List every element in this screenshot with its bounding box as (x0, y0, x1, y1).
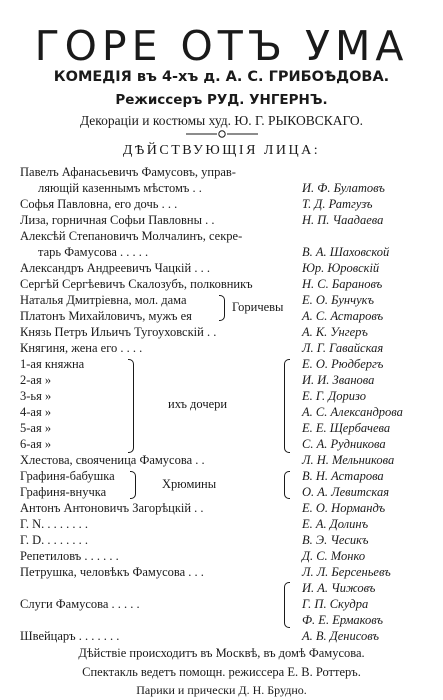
cast-role: Александръ Андреевичъ Чацкiй . . . (20, 261, 210, 275)
cast-actor: В. Н. Астарова (302, 469, 384, 483)
cast-row (20, 276, 430, 292)
khryuminy-brace-right (284, 471, 290, 499)
cast-role: тарь Фамусова . . . . . (38, 245, 149, 259)
cast-actor: Н. С. Барановъ (302, 277, 383, 291)
cast-row (20, 196, 430, 212)
cast-role: Слуги Фамусова . . . . . (20, 597, 140, 611)
cast-actor: В. Э. Чесикъ (302, 533, 369, 547)
cast-role: Сергѣй Сергѣевичъ Скалозубъ, полковникъ (20, 277, 253, 291)
cast-row (20, 532, 430, 548)
ornament-divider (186, 129, 258, 139)
director-line: Режиссеръ РУД. УНГЕРНЪ. (115, 92, 328, 108)
cast-role: 4-ая » (20, 405, 52, 419)
cast-actor: А. С. Астаровъ (302, 309, 384, 323)
cast-row (20, 212, 430, 228)
cast-actor: Юр. Юровскiй (302, 261, 380, 275)
cast-role: 3-ья » (20, 389, 52, 403)
cast-row (20, 580, 430, 596)
cast-actor: И. И. Званова (302, 373, 375, 387)
cast-heading: ДѢЙСТВУЮЩIЯ ЛИЦА: (122, 143, 321, 158)
cast-actor: А. В. Денисовъ (302, 629, 379, 643)
cast-row (20, 516, 430, 532)
cast-actor: Л. Н. Мельникова (302, 453, 395, 467)
servants-brace (284, 582, 290, 628)
cast-row (20, 228, 430, 244)
cast-row (20, 180, 430, 196)
cast-role: 2-ая » (20, 373, 52, 387)
cast-actor: А. С. Александрова (302, 405, 403, 419)
cast-role: Княгиня, жена его . . . . (20, 341, 143, 355)
cast-actor: Л. Л. Берсеньевъ (302, 565, 391, 579)
cast-row (20, 164, 430, 180)
cast-role: Репетиловъ . . . . . . (20, 549, 119, 563)
cast-actor: И. А. Чижовъ (302, 581, 376, 595)
cast-actor: А. К. Унгеръ (302, 325, 368, 339)
cast-row (20, 500, 430, 516)
cast-role: 5-ая » (20, 421, 52, 435)
cast-role: Г. N. . . . . . . . (20, 517, 88, 531)
cast-role: Г. D. . . . . . . . (20, 533, 88, 547)
cast-actor: Е. Е. Щербачева (302, 421, 391, 435)
cast-row (20, 468, 430, 484)
cast-actor: Е. О. Бунчукъ (302, 293, 374, 307)
cast-actor: Л. Г. Гавайская (302, 341, 384, 355)
stage-manager-note: Спектакль ведетъ помощн. режиссера Е. В. Роттеръ. (82, 665, 361, 679)
cast-role: 1-ая княжна (20, 357, 85, 371)
cast-row (20, 324, 430, 340)
group-label-khryuminy: Хрюмины (162, 477, 217, 491)
cast-role: Софья Павловна, его дочь . . . (20, 197, 178, 211)
cast-role: Лиза, горничная Софьи Павловны . . (20, 213, 215, 227)
cast-row (20, 308, 430, 324)
cast-row (20, 596, 430, 612)
cast-row (20, 244, 430, 260)
cast-actor: Н. П. Чаадаева (302, 213, 384, 227)
group-label-daughters: ихъ дочери (168, 397, 228, 411)
group-label-gorichevy: Горичевы (232, 300, 284, 314)
cast-actor: Ф. Е. Ермаковъ (302, 613, 384, 627)
cast-row (20, 484, 430, 500)
cast-actor: И. Ф. Булатовъ (302, 181, 385, 195)
gorichevy-brace (219, 295, 225, 321)
cast-row (20, 628, 430, 644)
cast-actor: Е. О. Рюдбергъ (302, 357, 384, 371)
cast-row (20, 372, 430, 388)
cast-actor: Е. А. Долинъ (302, 517, 369, 531)
cast-actor: В. А. Шаховской (302, 245, 390, 259)
cast-role: Хлестова, свояченица Фамусова . . (20, 453, 205, 467)
play-title: ГОРЕ ОТЪ УМА (34, 22, 409, 70)
daughters-brace-left (128, 359, 134, 453)
cast-row (20, 260, 430, 276)
cast-row (20, 564, 430, 580)
cast-actor: Е. Г. Доризо (302, 389, 366, 403)
cast-role: Графиня-бабушка (20, 469, 115, 483)
cast-row (20, 356, 430, 372)
cast-row (20, 436, 430, 452)
cast-row (20, 548, 430, 564)
play-subtitle: КОМЕДIЯ въ 4-хъ д. А. С. ГРИБОѢДОВА. (53, 69, 390, 85)
daughters-brace-right (284, 359, 290, 453)
cast-actor: С. А. Рудникова (302, 437, 386, 451)
khryuminy-brace-left (130, 471, 136, 499)
cast-role: Графиня-внучка (20, 485, 107, 499)
cast-row (20, 612, 430, 628)
cast-row (20, 340, 430, 356)
cast-row (20, 420, 430, 436)
cast-role: Платонъ Михайловичъ, мужъ ея (20, 309, 192, 323)
cast-role: ляющiй казеннымъ мѣстомъ . . (38, 181, 202, 195)
cast-row (20, 452, 430, 468)
cast-actor: Е. О. Нормандъ (302, 501, 386, 515)
wigs-note: Парики и прически Д. Н. Брудно. (136, 683, 307, 697)
decor-line: Декорацiи и костюмы худ. Ю. Г. РЫКОВСКАГО. (79, 113, 364, 128)
cast-role: 6-ая » (20, 437, 52, 451)
cast-role: Павелъ Афанасьевичъ Фамусовъ, управ- (20, 165, 236, 179)
cast-actor: О. А. Левитская (302, 485, 390, 499)
cast-role: Швейцаръ . . . . . . . (20, 629, 120, 643)
cast-role: Наталья Дмитрiевна, мол. дама (20, 293, 187, 307)
cast-role: Князь Петръ Ильичъ Тугоуховскiй . . (20, 325, 217, 339)
cast-role: Антонъ Антоновичъ Загорѣцкiй . . (20, 501, 204, 515)
setting-note: Дѣйствiе происходитъ въ Москвѣ, въ домѣ Фамусова. (78, 646, 365, 660)
cast-role: Петрушка, человѣкъ Фамусова . . . (20, 565, 204, 579)
cast-actor: Т. Д. Ратгузъ (302, 197, 373, 211)
cast-actor: Г. П. Скудра (302, 597, 369, 611)
cast-role: Алексѣй Степановичъ Молчалинъ, секре- (20, 229, 243, 243)
cast-row (20, 292, 430, 308)
cast-actor: Д. С. Монко (302, 549, 366, 563)
